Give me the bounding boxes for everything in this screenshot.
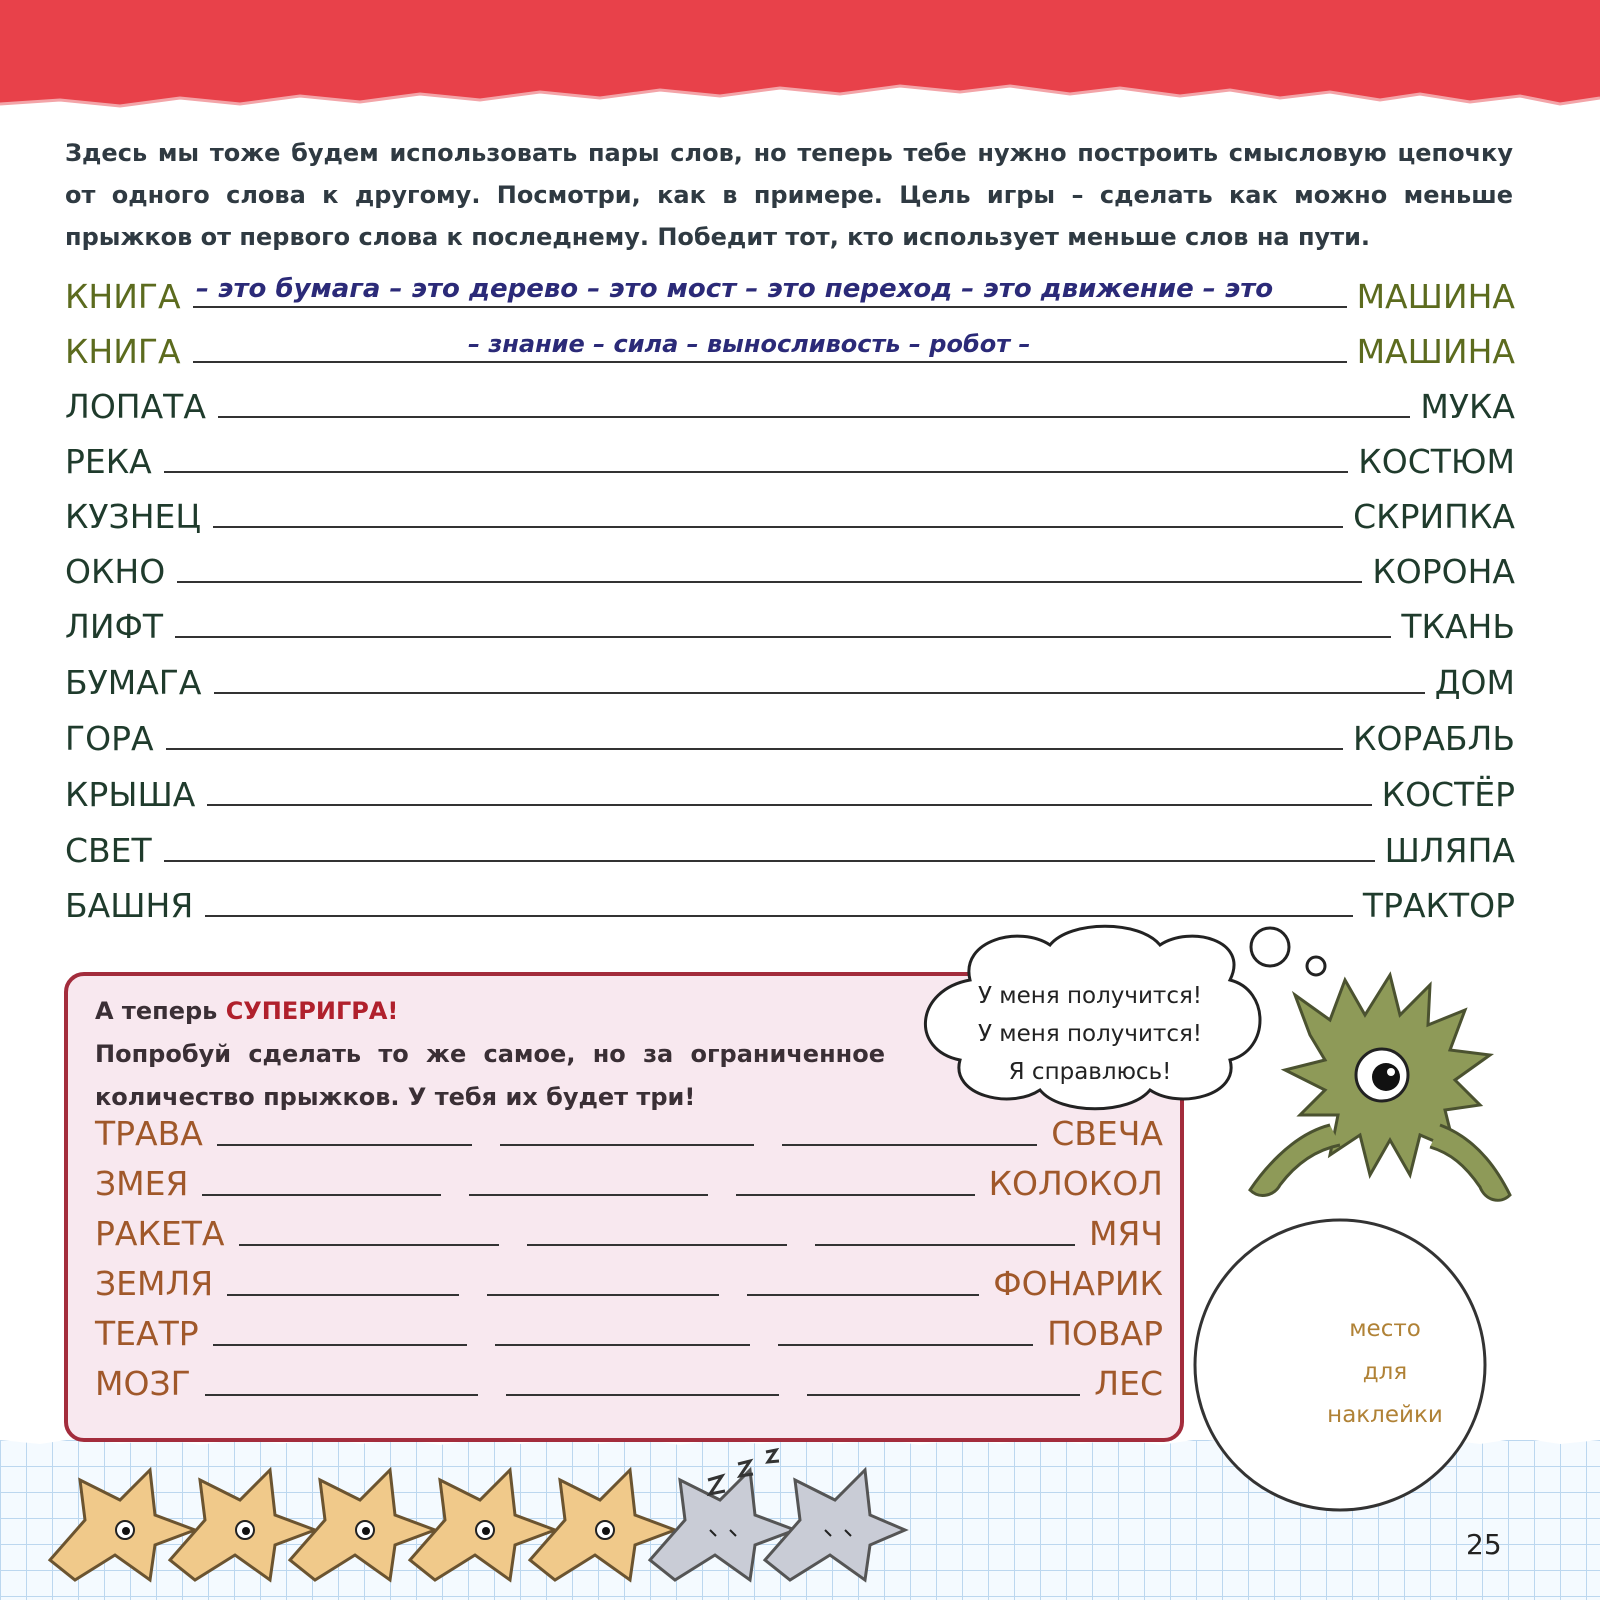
answer-line[interactable] (495, 1344, 750, 1346)
example-end-word: МАШИНА (1356, 332, 1515, 371)
exercise-row (65, 660, 1515, 702)
end-word: КОРАБЛЬ (1353, 719, 1515, 758)
page-number: 25 (1466, 1528, 1502, 1561)
star-creature-chain (30, 1440, 910, 1590)
answer-line[interactable] (782, 1144, 1037, 1146)
end-word: ДОМ (1434, 663, 1515, 702)
handwritten-chain-1: – это бумага – это дерево – это мост – это переход – это движение – это (196, 274, 1274, 304)
answer-line[interactable] (487, 1294, 719, 1296)
supergame-highlight: СУПЕРИГРА! (225, 997, 399, 1025)
end-word: МЯЧ (1088, 1214, 1163, 1253)
exercise-row (65, 828, 1515, 870)
supergame-instructions (95, 990, 885, 1119)
answer-line[interactable] (177, 581, 1362, 583)
answer-line[interactable] (213, 526, 1343, 528)
answer-line[interactable] (213, 1344, 468, 1346)
end-word: ШЛЯПА (1384, 831, 1515, 870)
supergame-line-2: количество прыжков. У тебя их будет три! (95, 1083, 696, 1111)
exercise-row (65, 439, 1515, 481)
intro-paragraph: Здесь мы тоже будем использовать пары слов, но теперь тебе нужно построить смысловую цепочку от одного слова к другому. Посмотри, как в примере. Цель игры – сделать как можно меньше прыжков от первого слова к последнему. Победит тот, кто использует меньше слов на пути. (65, 139, 1513, 251)
answer-line[interactable] (815, 1244, 1075, 1246)
start-word: БУМАГА (65, 663, 202, 702)
start-word: ТРАВА (95, 1114, 203, 1153)
end-word: ПОВАР (1047, 1314, 1163, 1353)
end-word: КОРОНА (1372, 552, 1515, 591)
top-torn-band (0, 0, 1600, 120)
answer-line[interactable] (218, 416, 1410, 418)
answer-line[interactable] (217, 1144, 472, 1146)
supergame-row (95, 1262, 1163, 1302)
sticker-label: место для наклейки (1327, 1316, 1443, 1428)
end-word: ФОНАРИК (993, 1264, 1163, 1303)
end-word: МУКА (1420, 387, 1515, 426)
thought-bubble-text: У меня получится! У меня получится! Я справлюсь! (977, 983, 1203, 1085)
exercise-row (65, 604, 1515, 646)
exercise-row (65, 549, 1515, 591)
start-word: БАШНЯ (65, 886, 194, 925)
supergame-row (95, 1162, 1163, 1202)
start-word: КРЫША (65, 775, 196, 814)
exercise-row (65, 494, 1515, 536)
answer-line[interactable] (202, 1194, 441, 1196)
answer-line[interactable] (239, 1244, 499, 1246)
start-word: СВЕТ (65, 831, 152, 870)
start-word: КУЗНЕЦ (65, 497, 201, 536)
exercise-row (65, 384, 1515, 426)
answer-line[interactable] (207, 804, 1371, 806)
answer-line[interactable] (214, 692, 1425, 694)
end-word: КОСТЁР (1381, 775, 1515, 814)
answer-line[interactable] (175, 636, 1391, 638)
answer-line[interactable] (166, 748, 1343, 750)
answer-line[interactable] (164, 471, 1349, 473)
start-word: ОКНО (65, 552, 166, 591)
answer-line[interactable] (500, 1144, 755, 1146)
supergame-row (95, 1312, 1163, 1352)
exercise-row (65, 883, 1515, 925)
start-word: РАКЕТА (95, 1214, 225, 1253)
answer-line[interactable] (778, 1344, 1033, 1346)
end-word: СКРИПКА (1353, 497, 1515, 536)
end-word: КОЛОКОЛ (988, 1164, 1163, 1203)
supergame-heading: А теперь СУПЕРИГРА! (95, 997, 399, 1025)
start-word: РЕКА (65, 442, 152, 481)
example-start-word: КНИГА (65, 277, 181, 316)
start-word: ЗЕМЛЯ (95, 1264, 214, 1303)
answer-line[interactable] (205, 1394, 478, 1396)
answer-line[interactable] (205, 915, 1353, 917)
exercise-row (65, 716, 1515, 758)
start-word: ГОРА (65, 719, 154, 758)
supergame-line-1: Попробуй сделать то же самое, но за ограниченное (95, 1040, 885, 1068)
answer-line[interactable] (469, 1194, 708, 1196)
end-word: ТКАНЬ (1401, 607, 1515, 646)
end-word: ТРАКТОР (1362, 886, 1515, 925)
start-word: ЗМЕЯ (95, 1164, 189, 1203)
answer-line[interactable] (193, 306, 1347, 308)
answer-line[interactable] (193, 361, 1347, 363)
end-word: СВЕЧА (1051, 1114, 1163, 1153)
answer-line[interactable] (506, 1394, 779, 1396)
example-start-word: КНИГА (65, 332, 181, 371)
answer-line[interactable] (527, 1244, 787, 1246)
start-word: ТЕАТР (95, 1314, 199, 1353)
example-end-word: МАШИНА (1356, 277, 1515, 316)
supergame-row (95, 1362, 1163, 1402)
answer-line[interactable] (164, 860, 1375, 862)
start-word: ЛОПАТА (65, 387, 206, 426)
handwritten-chain-2: – знание – сила – выносливость – робот – (468, 330, 1031, 358)
start-word: МОЗГ (95, 1364, 191, 1403)
answer-line[interactable] (807, 1394, 1080, 1396)
answer-line[interactable] (747, 1294, 979, 1296)
end-word: КОСТЮМ (1358, 442, 1515, 481)
answer-line[interactable] (736, 1194, 975, 1196)
star-creature-icon (765, 1470, 905, 1580)
exercise-row (65, 772, 1515, 814)
start-word: ЛИФТ (65, 607, 164, 646)
supergame-row (95, 1212, 1163, 1252)
answer-line[interactable] (227, 1294, 459, 1296)
end-word: ЛЕС (1094, 1364, 1164, 1403)
